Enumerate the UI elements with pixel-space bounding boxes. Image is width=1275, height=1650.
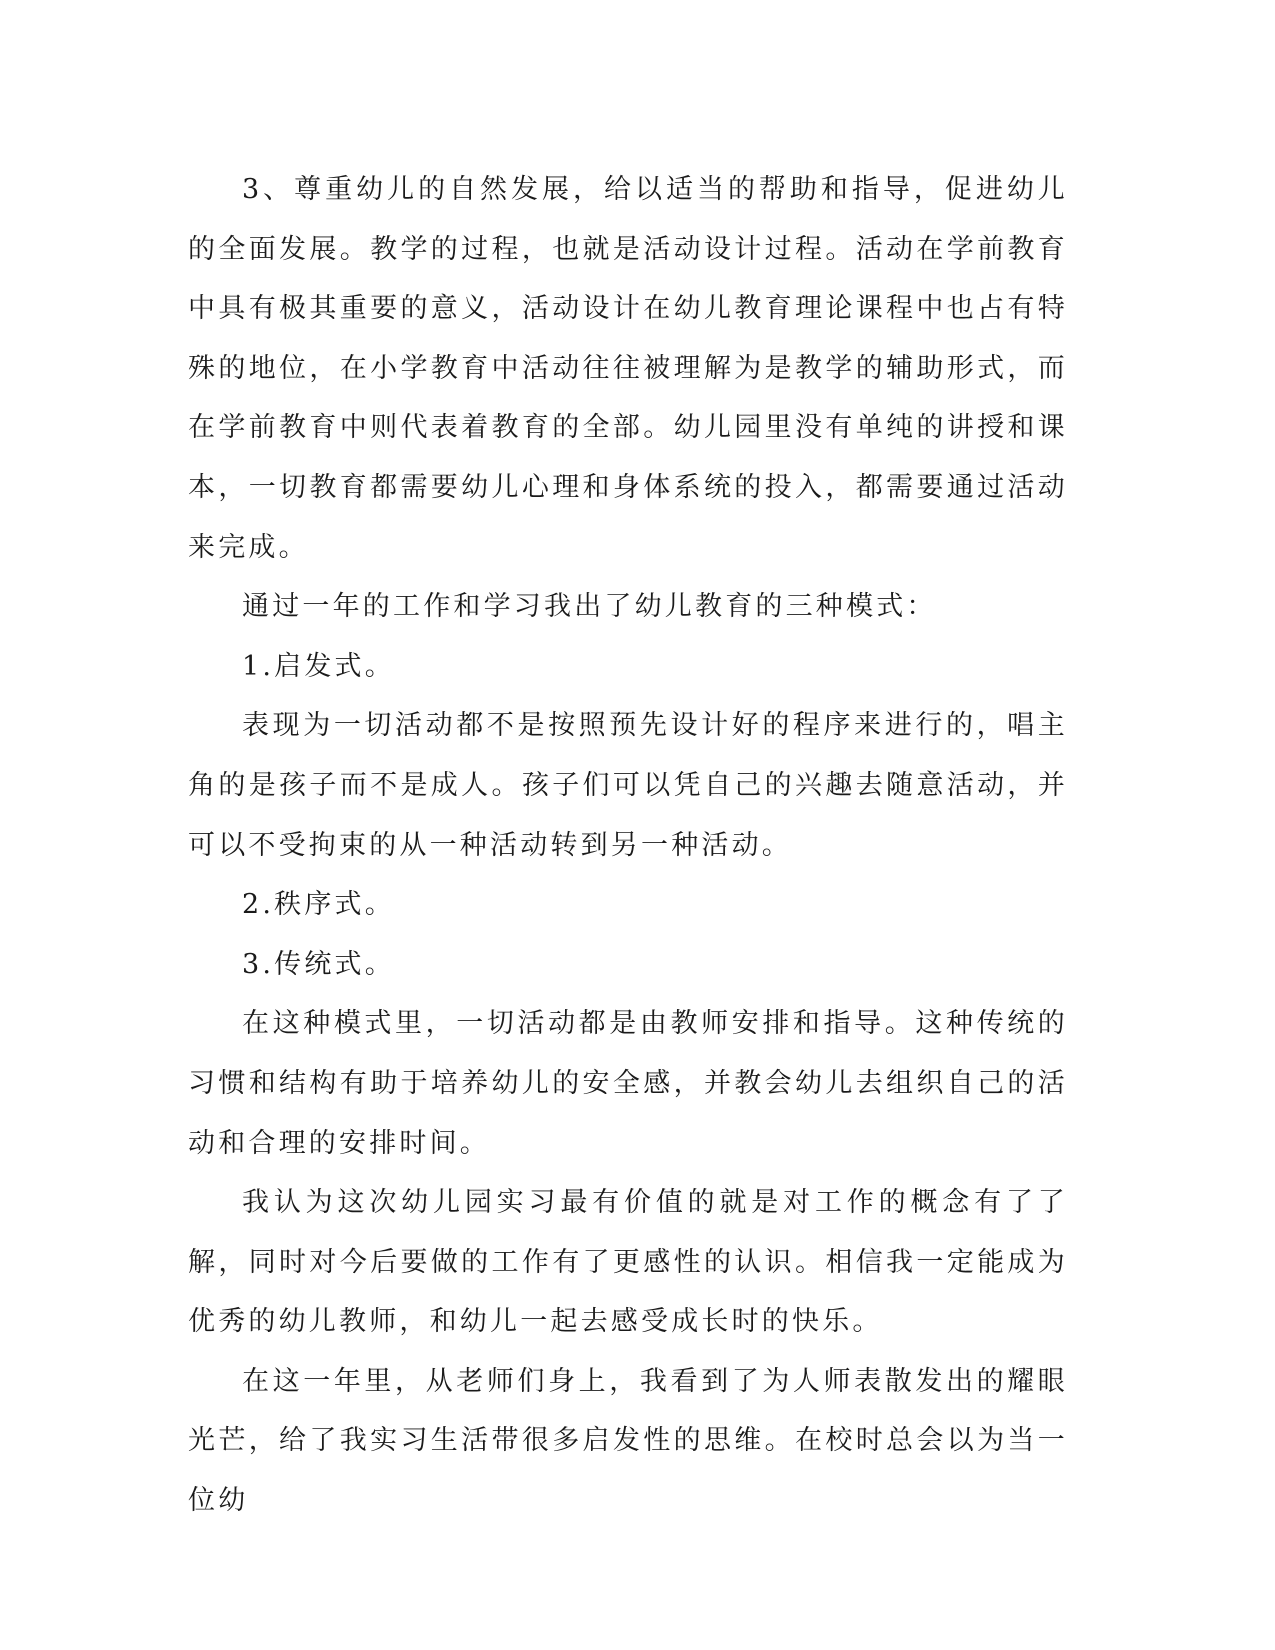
- paragraph-mode-3-heading: 3.传统式。: [242, 948, 395, 980]
- paragraph-respect-development: 3、尊重幼儿的自然发展，给以适当的帮助和指导，促进幼儿的全面发展。教学的过程，也就是活动设计过程。活动在学前教育中具有极其重要的意义，活动设计在幼儿教育理论课程中也占有特殊的地位，在小学教育中活动往往被理解为是教学的辅助形式，而在学前教育中则代表着教育的全部。幼儿园里没有单纯的讲授和课本，一切教育都需要幼儿心理和身体系统的投入，都需要通过活动来完成。: [188, 174, 1068, 563]
- paragraph-year-reflection: 在这一年里，从老师们身上，我看到了为人师表散发出的耀眼光芒，给了我实习生活带很多启发性的思维。在校时总会以为当一位幼: [188, 1365, 1068, 1517]
- paragraph-mode-3-description: 在这种模式里，一切活动都是由教师安排和指导。这种传统的习惯和结构有助于培养幼儿的安全感，并教会幼儿去组织自己的活动和合理的安排时间。: [188, 1008, 1068, 1159]
- paragraph-mode-2-heading: 2.秩序式。: [242, 889, 395, 921]
- paragraph-mode-1-description: 表现为一切活动都不是按照预先设计好的程序来进行的，唱主角的是孩子而不是成人。孩子们可以凭自己的兴趣去随意活动，并可以不受拘束的从一种活动转到另一种活动。: [188, 710, 1068, 861]
- paragraph-internship-value: 我认为这次幼儿园实习最有价值的就是对工作的概念有了了解，同时对今后要做的工作有了更感性的认识。相信我一定能成为优秀的幼儿教师，和幼儿一起去感受成长时的快乐。: [188, 1187, 1068, 1338]
- document-body: [188, 160, 1068, 1531]
- paragraph-three-modes-intro: 通过一年的工作和学习我出了幼儿教育的三种模式：: [242, 591, 937, 623]
- paragraph-mode-1-heading: 1.启发式。: [242, 650, 395, 682]
